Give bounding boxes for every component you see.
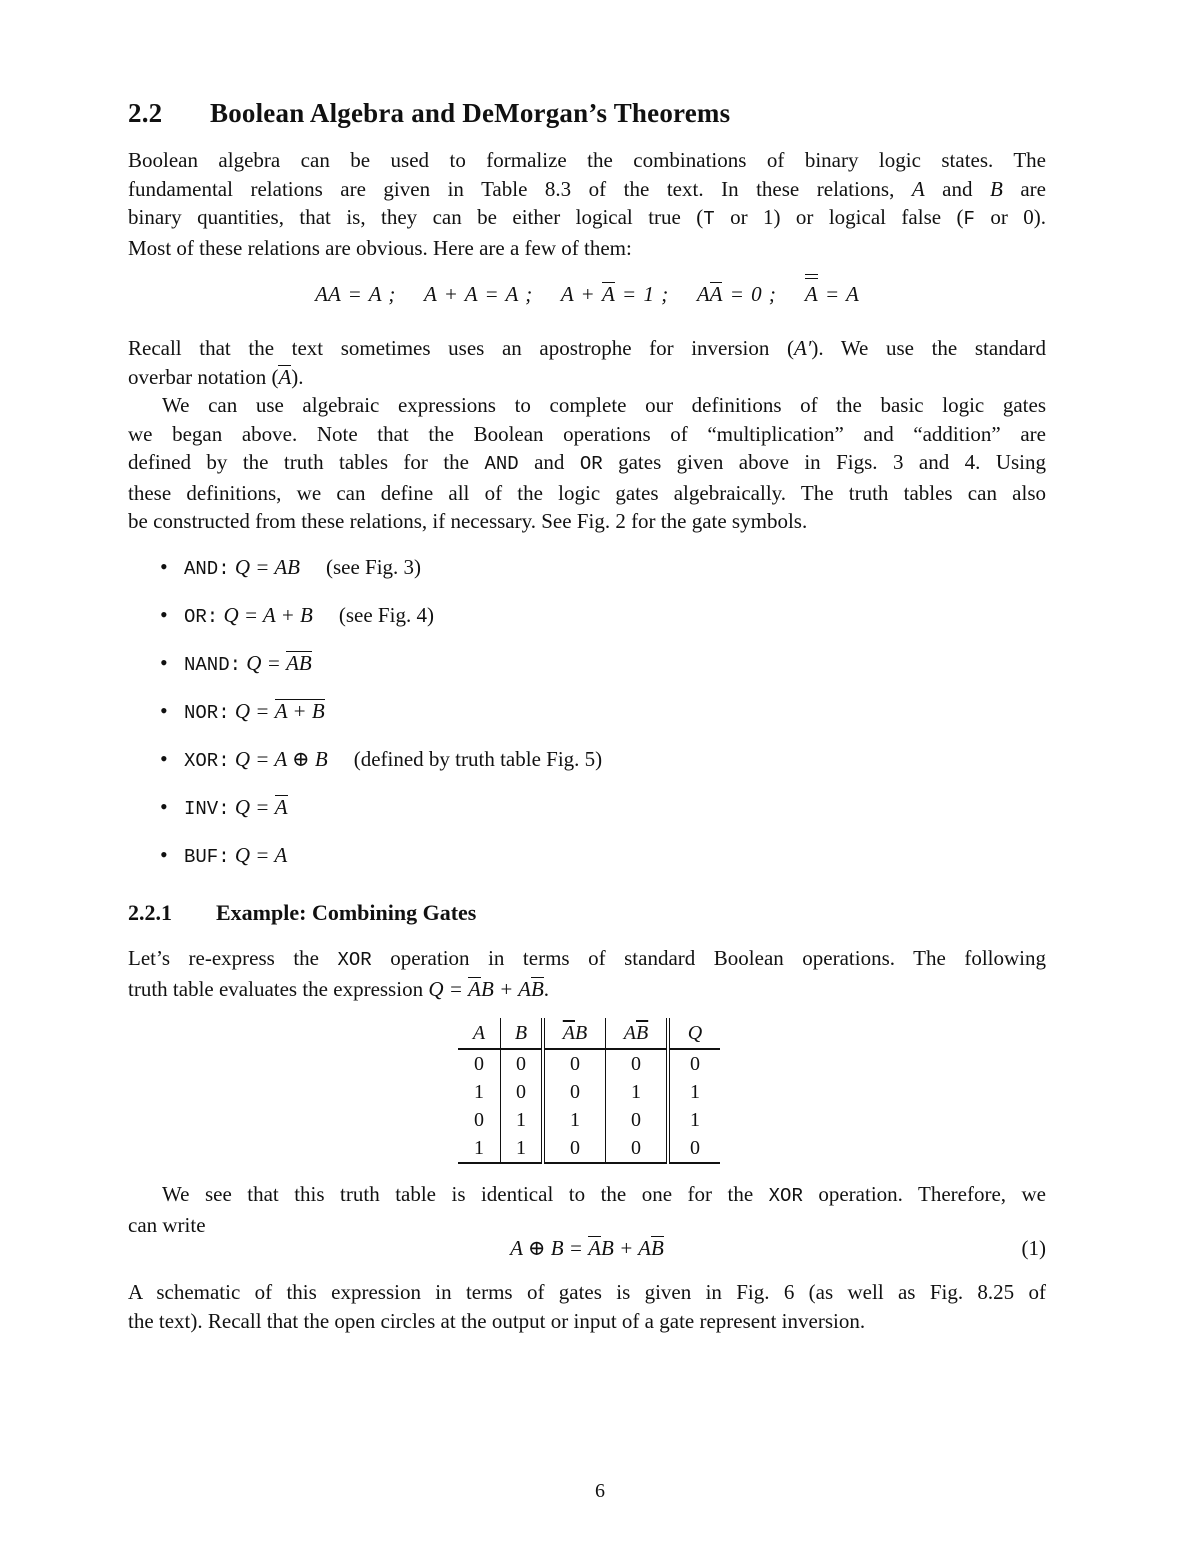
column-header: B <box>501 1018 544 1049</box>
text-line: fundamental relations are given in Table 8.3 of the text. In these relations, A and B are <box>128 176 1046 201</box>
text-line: We see that this truth table is identical to the one for the XOR operation. Therefore, we <box>162 1182 1046 1207</box>
list-item: • NOR: Q = A + B <box>160 695 602 743</box>
text-line: defined by the truth tables for the AND and OR gates given above in Figs. 3 and 4. Using <box>128 450 1046 475</box>
page-number: 6 <box>595 1480 605 1502</box>
text-line: the text). Recall that the open circles at the output or input of a gate represent inversion. <box>128 1308 866 1333</box>
text-line: We can use algebraic expressions to complete our definitions of the basic logic gates <box>162 393 1046 417</box>
truth-table <box>458 1018 720 1164</box>
table-row: 1 0 0 1 1 <box>458 1078 720 1106</box>
column-header: A <box>458 1018 501 1049</box>
equation-1: A ⊕ B = AB + AB <box>510 1236 664 1260</box>
list-item: • INV: Q = A <box>160 791 602 839</box>
column-header: $A\overline{B}$ <box>606 1018 669 1049</box>
column-header: Q <box>668 1018 720 1049</box>
conclusion-paragraph <box>128 1180 1046 1239</box>
subsection-heading <box>128 900 476 926</box>
equation-number: (1) <box>1021 1236 1046 1260</box>
text-line: truth table evaluates the expression Q = AB + AB. <box>128 976 550 1001</box>
list-item: • AND: Q = AB (see Fig. 3) <box>160 551 602 599</box>
list-item: • NAND: Q = AB <box>160 647 602 695</box>
text-line: can write <box>128 1212 206 1237</box>
text-line: we began above. Note that the Boolean operations of “multiplication” and “addition” are <box>128 421 1046 446</box>
text-line: be constructed from these relations, if necessary. See Fig. 2 for the gate symbols. <box>128 509 808 533</box>
text-line: these definitions, we can define all of the logic gates algebraically. The truth tables can also <box>128 480 1046 505</box>
intro-paragraph <box>128 146 1046 262</box>
text-line: A schematic of this expression in terms of gates is given in Fig. 6 (as well as Fig. 8.25 of <box>128 1280 1046 1304</box>
table-header-row <box>458 1018 720 1049</box>
example-paragraph <box>128 944 1046 1003</box>
section-title: Boolean Algebra and DeMorgan’s Theorems <box>210 98 731 128</box>
list-item: • BUF: Q = A <box>160 839 602 887</box>
text-line: binary quantities, that is, they can be either logical true (T or 1) or logical false (F or 0). <box>128 205 1046 230</box>
text-line: Most of these relations are obvious. Here are a few of them: <box>128 235 632 260</box>
table-row: 0 0 0 0 0 <box>458 1049 720 1078</box>
section-number: 2.2 <box>128 98 163 128</box>
schematic-paragraph <box>128 1278 1046 1335</box>
list-item: • OR: Q = A + B (see Fig. 4) <box>160 599 602 647</box>
subsection-number: 2.2.1 <box>128 900 172 925</box>
section-heading <box>128 98 730 129</box>
recall-paragraph <box>128 334 1046 391</box>
text-line: Let’s re-express the XOR operation in terms of standard Boolean operations. The following <box>128 946 1046 971</box>
definitions-paragraph <box>128 391 1046 536</box>
text-line: Boolean algebra can be used to formalize the combinations of binary logic states. The <box>128 148 1046 172</box>
column-header: $\overline{A}B$ <box>543 1018 606 1049</box>
table-row: 1 1 0 0 0 <box>458 1134 720 1163</box>
boolean-relations: AA = A ; A + A = A ; A + A = 1 ; AA = 0 ; A = A <box>315 282 859 306</box>
list-item: • XOR: Q = A ⊕ B (defined by truth table Fig. 5) <box>160 743 602 791</box>
text-line: overbar notation (A). <box>128 364 304 389</box>
text-line: Recall that the text sometimes uses an apostrophe for inversion (A′). We use the standard <box>128 336 1046 360</box>
subsection-title: Example: Combining Gates <box>216 900 477 925</box>
gate-definitions-list <box>160 551 602 887</box>
table-row: 0 1 1 0 1 <box>458 1106 720 1134</box>
